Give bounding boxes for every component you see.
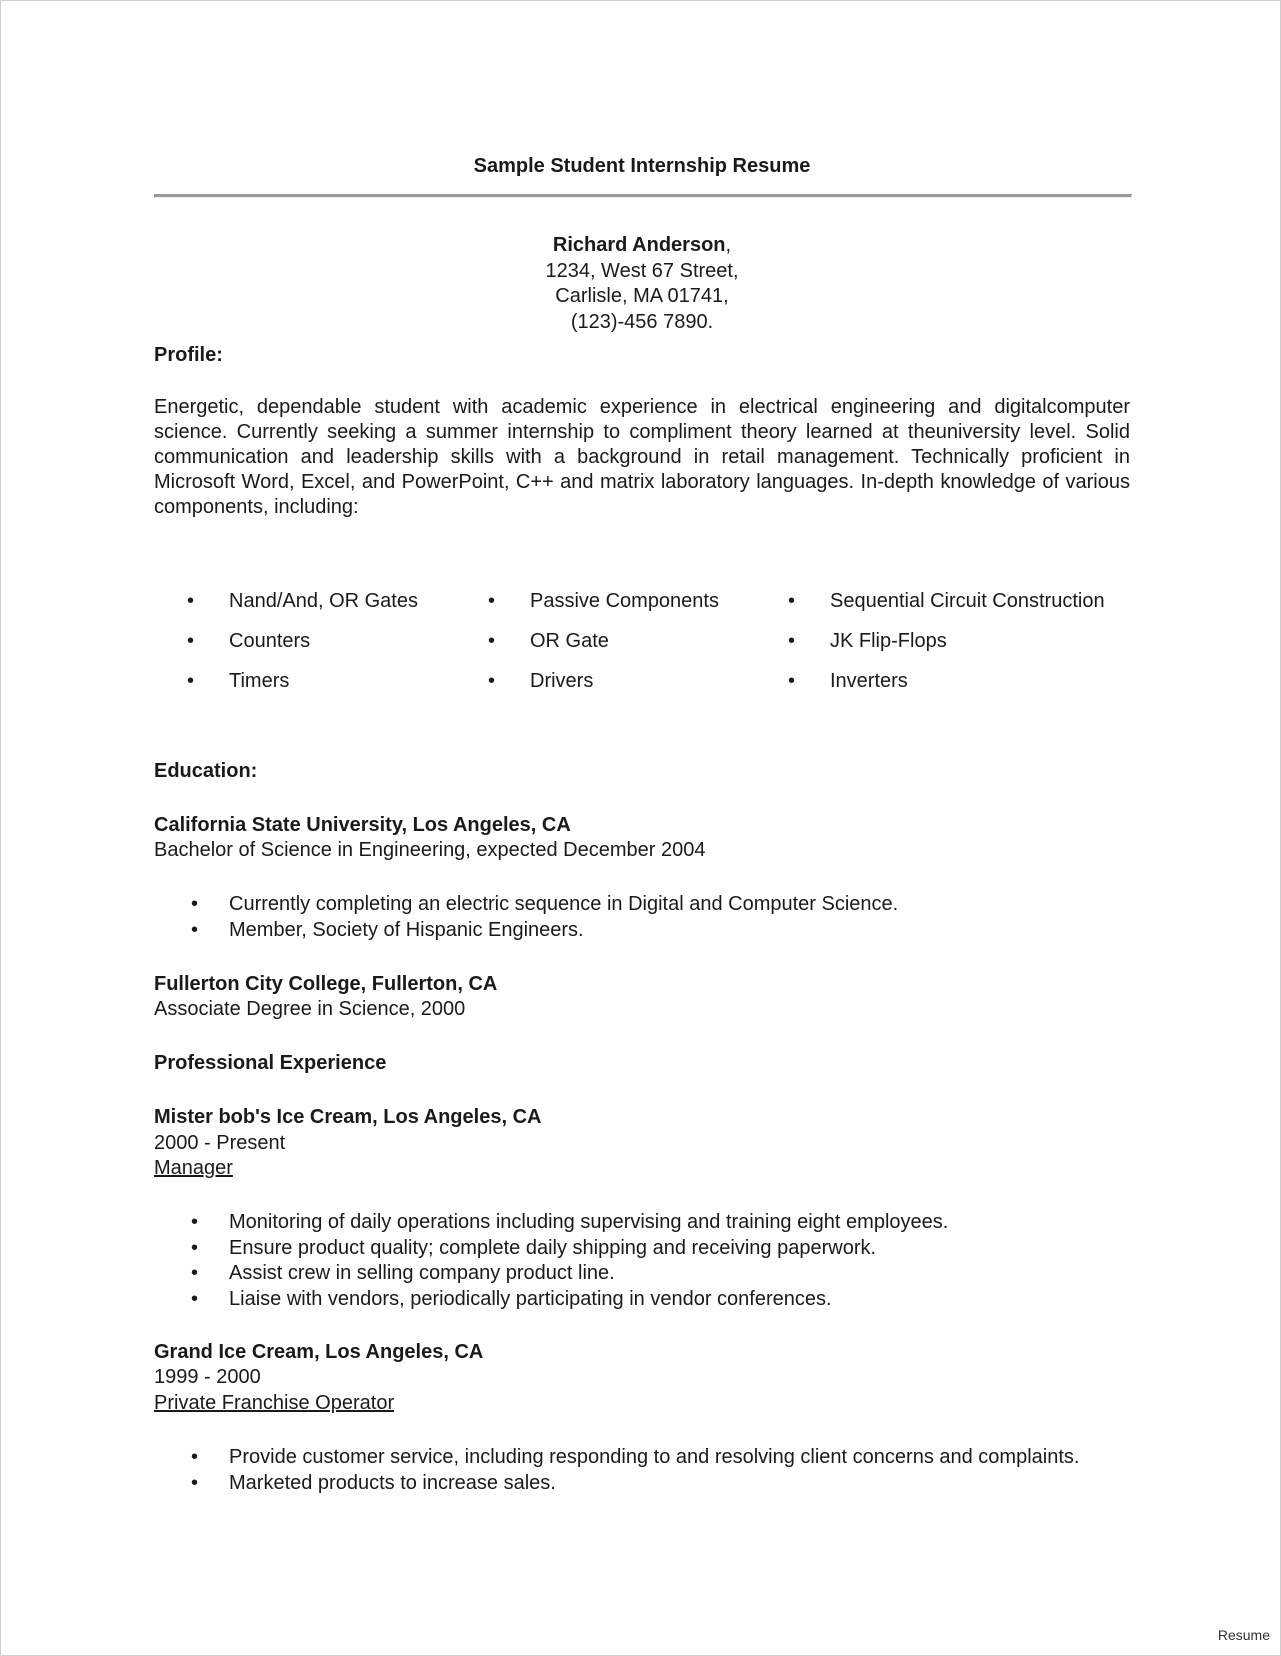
bullet-icon: •	[488, 630, 496, 652]
skill-item	[755, 589, 1130, 614]
skill-label: Sequential Circuit Construction	[830, 590, 1105, 612]
skill-label: Nand/And, OR Gates	[229, 590, 418, 612]
bullet-icon: •	[191, 1446, 199, 1468]
skill-item	[455, 629, 755, 654]
job-dates: 1999 - 2000	[154, 1366, 261, 1388]
skill-label: Drivers	[530, 670, 594, 692]
job-bullets	[154, 1210, 1130, 1312]
school-name: Fullerton City College, Fullerton, CA	[154, 973, 498, 995]
list-item	[154, 1287, 1130, 1313]
bullet-text: Ensure product quality; complete daily shipping and receiving paperwork.	[229, 1236, 877, 1259]
footer-tag: Resume	[1217, 1627, 1270, 1643]
document-title: Sample Student Internship Resume	[473, 155, 811, 177]
bullet-icon: •	[788, 630, 796, 652]
bullet-icon: •	[187, 630, 195, 652]
bullet-icon: •	[788, 670, 796, 692]
skill-item	[455, 589, 755, 614]
skill-label: OR Gate	[530, 630, 609, 652]
job-bullets	[154, 1445, 1130, 1496]
list-item	[154, 918, 1130, 944]
bullet-icon: •	[191, 893, 199, 915]
school-bullets	[154, 892, 1130, 943]
bullet-text: Member, Society of Hispanic Engineers.	[229, 918, 584, 941]
bullet-icon: •	[488, 590, 496, 612]
contact-name-line	[154, 233, 1130, 259]
list-item	[154, 1236, 1130, 1262]
skill-item	[154, 589, 455, 614]
skill-item	[455, 669, 755, 694]
list-item	[154, 1210, 1130, 1236]
bullet-icon: •	[488, 670, 496, 692]
bullet-icon: •	[191, 1471, 199, 1494]
bullet-text: Marketed products to increase sales.	[229, 1471, 556, 1494]
skill-label: Timers	[229, 670, 290, 692]
bullet-icon: •	[788, 590, 796, 612]
job-role: Manager	[154, 1157, 233, 1179]
skill-label: Passive Components	[530, 590, 719, 612]
bullet-icon: •	[187, 670, 195, 692]
profile-heading: Profile:	[154, 344, 223, 366]
school-degree: Associate Degree in Science, 2000	[154, 998, 466, 1020]
list-item	[154, 1261, 1130, 1287]
bullet-text: Assist crew in selling company product line.	[229, 1262, 615, 1284]
bullet-icon: •	[191, 1211, 199, 1233]
employer-name: Mister bob's Ice Cream, Los Angeles, CA	[154, 1106, 542, 1128]
bullet-icon: •	[191, 1287, 199, 1310]
skill-label: JK Flip-Flops	[830, 630, 947, 652]
bullet-icon: •	[191, 918, 199, 941]
list-item	[154, 1471, 1130, 1497]
applicant-name: Richard Anderson	[552, 234, 726, 256]
skill-item	[755, 629, 1130, 654]
employer-name: Grand Ice Cream, Los Angeles, CA	[154, 1341, 484, 1363]
title-divider	[154, 194, 1132, 198]
school-degree: Bachelor of Science in Engineering, expected December 2004	[154, 839, 706, 861]
job-role: Private Franchise Operator	[154, 1392, 395, 1414]
experience-heading: Professional Experience	[154, 1052, 387, 1074]
contact-street: 1234, West 67 Street,	[545, 259, 739, 282]
skills-grid	[154, 589, 1130, 694]
bullet-icon: •	[191, 1262, 199, 1284]
bullet-text: Liaise with vendors, periodically participating in vendor conferences.	[229, 1287, 832, 1310]
bullet-text: Provide customer service, including responding to and resolving client concerns and complaints.	[229, 1446, 1080, 1468]
contact-phone: (123)-456 7890.	[570, 310, 714, 333]
profile-text: Energetic, dependable student with academic experience in electrical engineering and digitalcomputer science. Currently seeking a summer internship to compliment theory learned at theuniversity level. Solid communication and leadership skills with a background in retail management. Technically proficient in Microsoft Word, Excel, and PowerPoint, C++ and matrix laboratory languages. In-depth knowledge of various components, including:	[154, 396, 1130, 518]
contact-block	[154, 233, 1130, 335]
name-suffix: ,	[725, 234, 732, 256]
skill-item	[154, 629, 455, 654]
skill-label: Inverters	[830, 670, 908, 692]
skill-label: Counters	[229, 630, 311, 652]
skill-item	[755, 669, 1130, 694]
education-heading: Education:	[154, 760, 258, 782]
bullet-icon: •	[187, 590, 195, 612]
school-name: California State University, Los Angeles, CA	[154, 814, 571, 836]
list-item	[154, 892, 1130, 918]
contact-city: Carlisle, MA 01741,	[555, 285, 729, 307]
skill-item	[154, 669, 455, 694]
bullet-text: Monitoring of daily operations including supervising and training eight employees.	[229, 1211, 949, 1233]
bullet-text: Currently completing an electric sequence in Digital and Computer Science.	[229, 893, 899, 915]
list-item	[154, 1445, 1130, 1471]
bullet-icon: •	[191, 1236, 199, 1259]
job-dates: 2000 - Present	[154, 1132, 286, 1154]
